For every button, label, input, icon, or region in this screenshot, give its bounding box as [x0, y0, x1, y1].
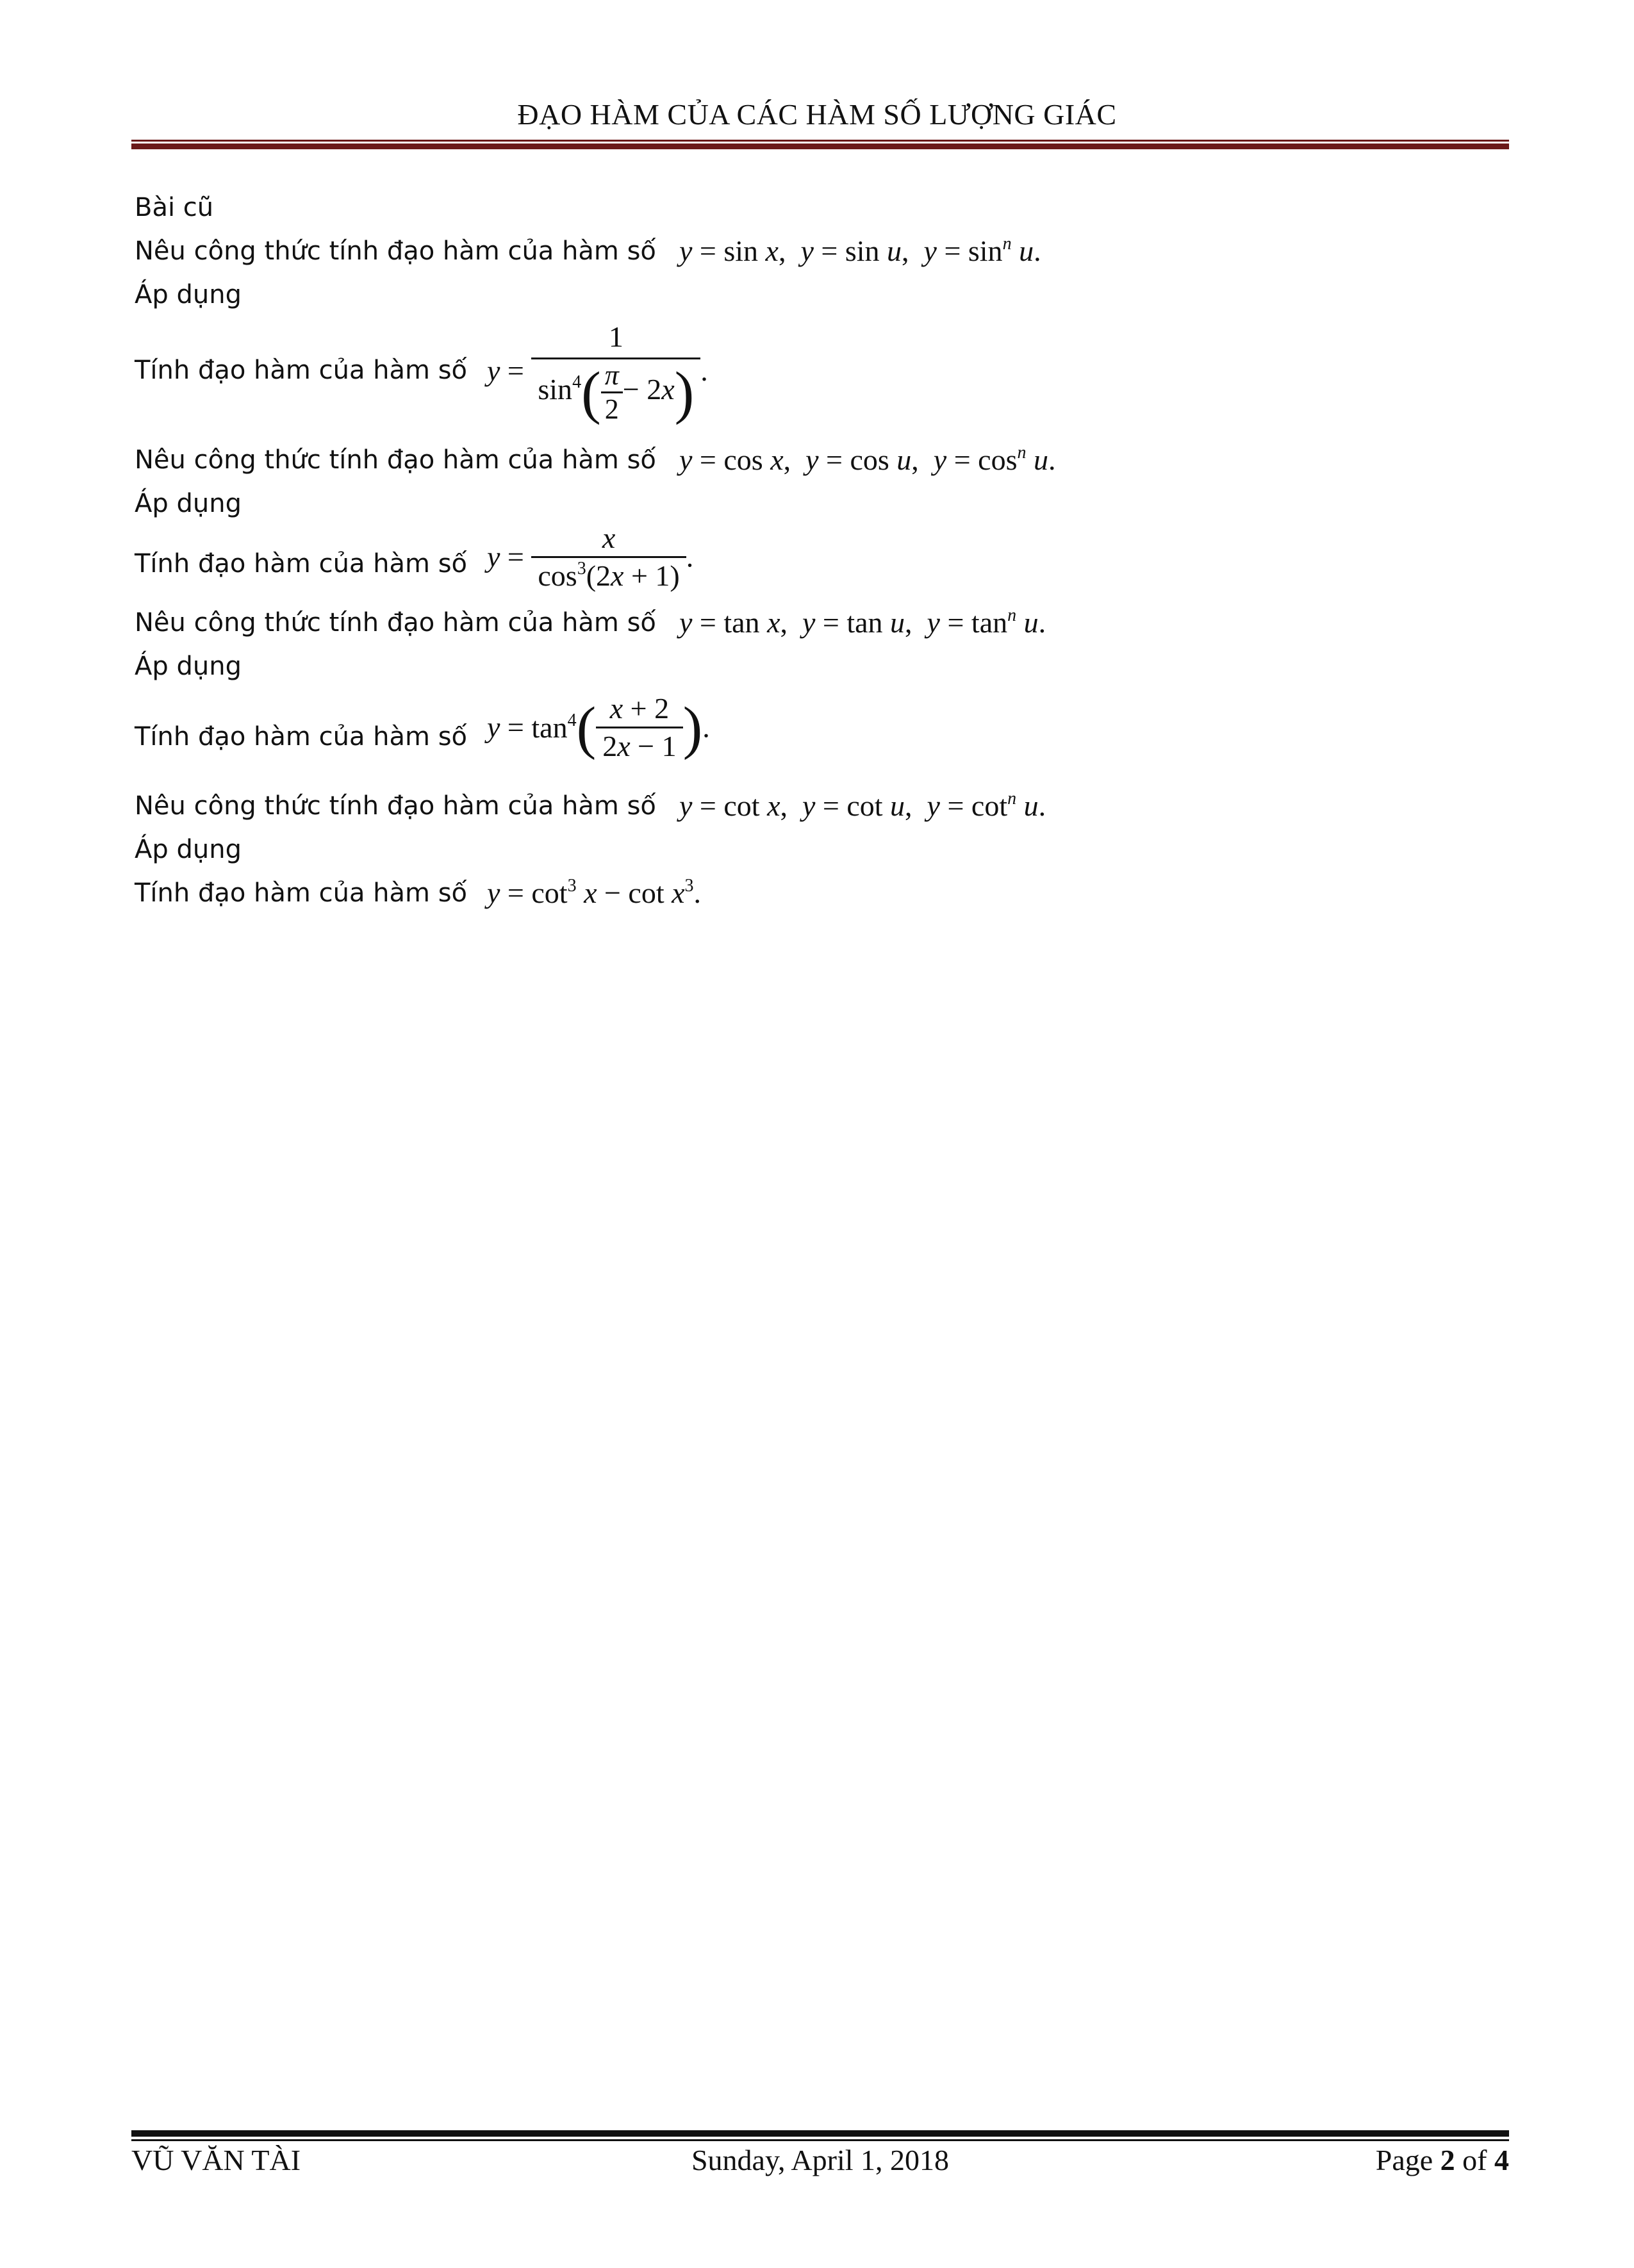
prompt-line-tan	[135, 601, 1480, 645]
formula-exercise-sin: y = 1 $\sin^4$( $\frac{\pi}{2}$ − 2x) .	[487, 320, 708, 425]
exercise-text: Tính đạo hàm của hàm số	[135, 356, 468, 385]
page-footer	[131, 2143, 1509, 2188]
prompt-text: Nêu công thức tính đạo hàm của hàm số	[135, 608, 656, 637]
apply-heading-1	[135, 273, 1480, 316]
apply-heading: Áp dụng	[135, 652, 242, 681]
formula-exercise-tan: $y = \tan^4$( $\frac{x + 2}{2x - 1}$ ).	[487, 691, 710, 764]
formula-tan: y = tan x, y = tan u, $y = \tan^n u$.	[679, 605, 1046, 639]
exercise-line-cot	[135, 871, 1480, 915]
apply-heading-4	[135, 828, 1480, 871]
prompt-line-sin	[135, 229, 1480, 273]
apply-heading: Áp dụng	[135, 280, 242, 309]
footer-page-number	[1376, 2143, 1509, 2177]
formula-cos: y = cos x, y = cos u, $y = \cos^n u$.	[679, 443, 1056, 476]
apply-heading: Áp dụng	[135, 835, 242, 864]
footer-author: VŨ VĂN TÀI	[131, 2144, 301, 2176]
prompt-text: Nêu công thức tính đạo hàm của hàm số	[135, 445, 656, 475]
document-body	[135, 186, 1480, 915]
page-current: 2	[1440, 2144, 1455, 2176]
section-title-line	[135, 186, 1480, 229]
section-title: Bài cũ	[135, 193, 214, 222]
exercise-text: Tính đạo hàm của hàm số	[135, 549, 468, 579]
footer-rule	[131, 2130, 1509, 2141]
page-of: of	[1462, 2144, 1487, 2176]
prompt-line-cos	[135, 438, 1480, 482]
page-header-title: ĐẠO HÀM CỦA CÁC HÀM SỐ LƯỢNG GIÁC	[517, 98, 1117, 131]
apply-heading: Áp dụng	[135, 489, 242, 518]
prompt-line-cot	[135, 784, 1480, 828]
exercise-line-tan	[135, 688, 1480, 784]
exercise-text: Tính đạo hàm của hàm số	[135, 878, 468, 908]
formula-exercise-cot: $y = \cot^3 x - \cot x^3$.	[487, 876, 702, 909]
page-total: 4	[1494, 2144, 1509, 2176]
apply-heading-3	[135, 645, 1480, 688]
exercise-text: Tính đạo hàm của hàm số	[135, 722, 468, 752]
footer-date: Sunday, April 1, 2018	[691, 2144, 950, 2176]
header-rule	[131, 140, 1509, 149]
formula-exercise-cos: y = $\frac{x}{\cos^3(2x + 1)}$ .	[487, 520, 693, 594]
apply-heading-2	[135, 482, 1480, 525]
exercise-line-sin	[135, 316, 1480, 438]
prompt-text: Nêu công thức tính đạo hàm của hàm số	[135, 236, 656, 266]
formula-cot: y = cot x, y = cot u, $y = \cot^n u$.	[679, 789, 1046, 822]
formula-sin: y = sin x, y = sin u, $y = \sin^n u$.	[679, 234, 1041, 267]
page-prefix: Page	[1375, 2144, 1433, 2176]
exercise-line-cos	[135, 522, 1480, 601]
prompt-text: Nêu công thức tính đạo hàm của hàm số	[135, 791, 656, 821]
